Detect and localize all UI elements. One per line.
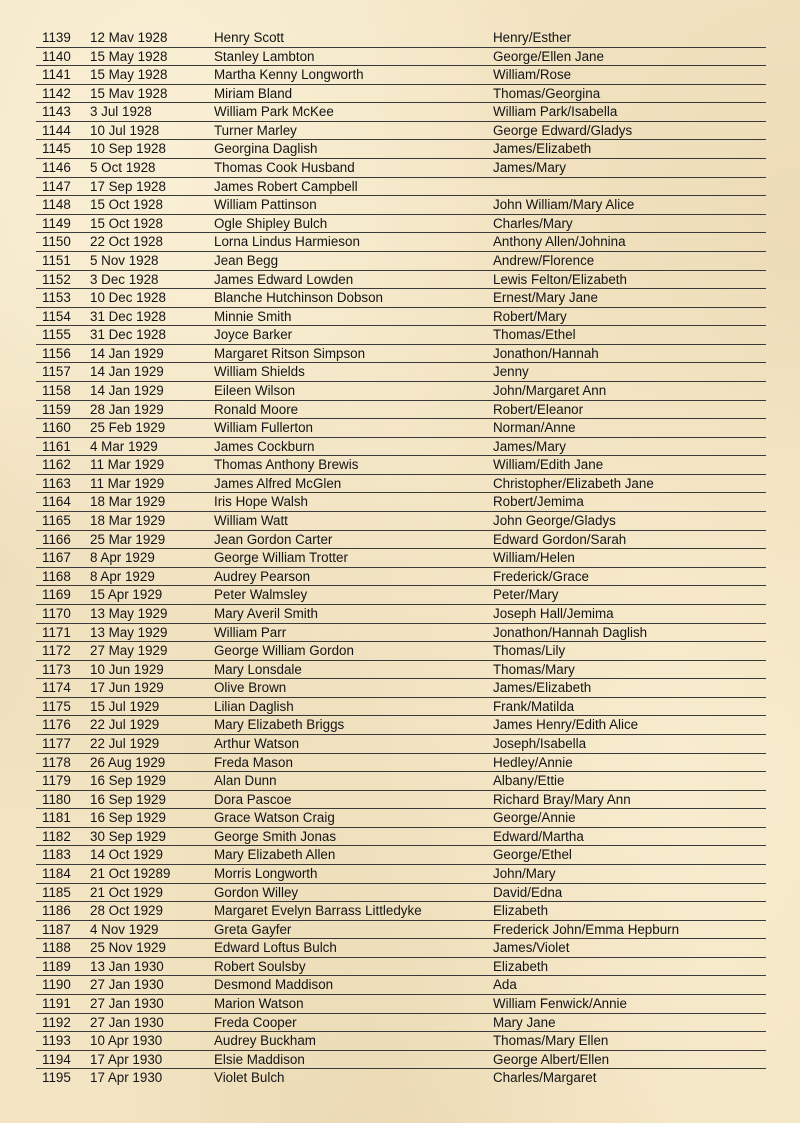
table-row — [36, 939, 766, 958]
entry-number: 1152 — [42, 271, 71, 287]
table-row — [36, 456, 766, 475]
entry-parents: Robert/Mary — [493, 308, 567, 324]
entry-number: 1162 — [42, 457, 71, 473]
entry-name: James Edward Lowden — [214, 271, 354, 287]
entry-parents: John/Mary — [493, 866, 556, 882]
entry-date: 15 Jul 1929 — [90, 698, 160, 714]
entry-parents: Thomas/Lily — [493, 643, 566, 659]
table-row — [36, 382, 766, 401]
entry-parents: Edward Gordon/Sarah — [493, 531, 627, 547]
entry-date: 31 Dec 1928 — [90, 308, 166, 324]
table-row — [36, 493, 766, 512]
entry-parents: Elizabeth — [493, 958, 549, 974]
entry-date: 27 Jan 1930 — [90, 977, 164, 993]
entry-date: 16 Sep 1929 — [90, 773, 166, 789]
table-row — [36, 958, 766, 977]
entry-number: 1158 — [42, 382, 71, 398]
table-row — [36, 271, 766, 290]
entry-name: Edward Loftus Bulch — [214, 940, 337, 956]
entry-name: Freda Mason — [214, 754, 293, 770]
table-row — [36, 345, 766, 364]
entry-name: Ronald Moore — [214, 401, 299, 417]
entry-name: Henry Scott — [214, 30, 284, 45]
table-row — [36, 921, 766, 940]
entry-date: 5 Oct 1928 — [90, 160, 156, 176]
entry-parents: John/Margaret Ann — [493, 382, 607, 398]
entry-name: Mary Elizabeth Briggs — [214, 717, 345, 733]
table-row — [36, 308, 766, 327]
entry-number: 1148 — [42, 197, 71, 213]
table-row — [36, 754, 766, 773]
table-row — [36, 846, 766, 865]
table-row — [36, 531, 766, 550]
entry-name: Desmond Maddison — [214, 977, 334, 993]
entry-parents: Robert/Jemima — [493, 494, 584, 510]
entry-parents: John William/Mary Alice — [493, 197, 635, 213]
entry-date: 12 Mav 1928 — [90, 30, 168, 45]
entry-date: 25 Feb 1929 — [90, 420, 166, 436]
entry-date: 8 Apr 1929 — [90, 550, 155, 566]
entry-name: Robert Soulsby — [214, 958, 306, 974]
entry-number: 1165 — [42, 513, 71, 529]
entry-number: 1180 — [42, 791, 71, 807]
entry-name: Peter Walmsley — [214, 587, 308, 603]
entry-parents: William Fenwick/Annie — [493, 996, 627, 1012]
entry-date: 8 Apr 1929 — [90, 568, 155, 584]
entry-date: 10 Dec 1928 — [90, 290, 166, 306]
entry-date: 14 Jan 1929 — [90, 382, 164, 398]
entry-date: 15 Apr 1929 — [90, 587, 163, 603]
entry-parents: Thomas/Mary — [493, 661, 575, 677]
entry-parents: Joseph/Isabella — [493, 735, 587, 751]
entry-parents: James/Mary — [493, 438, 566, 454]
entry-number: 1139 — [42, 30, 71, 45]
entry-name: James Robert Campbell — [214, 178, 358, 194]
table-row — [36, 1032, 766, 1051]
entry-date: 4 Nov 1929 — [90, 921, 159, 937]
entry-name: Thomas Cook Husband — [214, 160, 355, 176]
entry-number: 1167 — [42, 550, 71, 566]
table-row — [36, 549, 766, 568]
entry-name: William Watt — [214, 513, 288, 529]
entry-parents: George/Ellen Jane — [493, 48, 604, 64]
table-row — [36, 642, 766, 661]
table-row — [36, 66, 766, 85]
entry-date: 14 Jan 1929 — [90, 364, 164, 380]
entry-date: 27 Jan 1930 — [90, 1014, 164, 1030]
entry-number: 1181 — [42, 810, 71, 826]
entry-date: 26 Aug 1929 — [90, 754, 166, 770]
entry-parents: Elizabeth — [493, 903, 549, 919]
entry-name: Blanche Hutchinson Dobson — [214, 290, 383, 306]
table-row — [36, 791, 766, 810]
entry-name: William Shields — [214, 364, 305, 380]
entry-parents: Mary Jane — [493, 1014, 556, 1030]
table-row — [36, 252, 766, 271]
entry-date: 16 Sep 1929 — [90, 791, 166, 807]
entry-name: George William Gordon — [214, 643, 354, 659]
table-row — [36, 103, 766, 122]
entry-number: 1147 — [42, 178, 71, 194]
entry-name: Eileen Wilson — [214, 382, 296, 398]
entry-date: 17 Apr 1930 — [90, 1070, 163, 1086]
entry-date: 11 Mar 1929 — [90, 457, 165, 473]
entry-date: 13 Jan 1930 — [90, 958, 164, 974]
entry-number: 1179 — [42, 773, 71, 789]
entry-name: William Fullerton — [214, 420, 313, 436]
entry-number: 1154 — [42, 308, 71, 324]
table-row — [36, 568, 766, 587]
entry-date: 27 Jan 1930 — [90, 996, 164, 1012]
entry-number: 1153 — [42, 290, 71, 306]
entry-name: Dora Pascoe — [214, 791, 292, 807]
entry-parents: Robert/Eleanor — [493, 401, 584, 417]
table-row — [36, 401, 766, 420]
entry-date: 22 Jul 1929 — [90, 735, 160, 751]
table-row — [36, 512, 766, 531]
table-row — [36, 196, 766, 215]
entry-date: 15 Mav 1928 — [90, 85, 168, 101]
entry-number: 1155 — [42, 327, 71, 343]
entry-date: 4 Mar 1929 — [90, 438, 158, 454]
entry-name: Arthur Watson — [214, 735, 300, 751]
entry-parents: James/Mary — [493, 160, 566, 176]
entry-parents: William/Edith Jane — [493, 457, 604, 473]
entry-date: 18 Mar 1929 — [90, 513, 166, 529]
entry-date: 16 Sep 1929 — [90, 810, 166, 826]
entry-date: 22 Oct 1928 — [90, 234, 163, 250]
entry-date: 30 Sep 1929 — [90, 828, 166, 844]
entry-name: Mary Elizabeth Allen — [214, 847, 336, 863]
entry-number: 1166 — [42, 531, 71, 547]
entry-name: Iris Hope Walsh — [214, 494, 309, 510]
entry-date: 5 Nov 1928 — [90, 252, 159, 268]
entry-date: 10 Jun 1929 — [90, 661, 164, 677]
entry-date: 13 May 1929 — [90, 605, 168, 621]
entry-parents: Charles/Mary — [493, 215, 573, 231]
entry-parents: Henry/Esther — [493, 30, 572, 45]
entry-parents: Ada — [493, 977, 517, 993]
entry-date: 15 Oct 1928 — [90, 197, 163, 213]
entry-parents: James/Violet — [493, 940, 570, 956]
table-row — [36, 363, 766, 382]
entry-parents: Thomas/Mary Ellen — [493, 1033, 609, 1049]
entry-parents: James Henry/Edith Alice — [493, 717, 639, 733]
table-row — [36, 995, 766, 1014]
entry-name: Elsie Maddison — [214, 1051, 305, 1067]
table-row — [36, 438, 766, 457]
entry-parents: Frederick/Grace — [493, 568, 589, 584]
table-row — [36, 48, 766, 67]
entry-name: Thomas Anthony Brewis — [214, 457, 359, 473]
entry-date: 14 Oct 1929 — [90, 847, 163, 863]
table-row — [36, 419, 766, 438]
entry-date: 3 Dec 1928 — [90, 271, 159, 287]
entry-number: 1182 — [42, 828, 71, 844]
entry-date: 22 Jul 1929 — [90, 717, 160, 733]
entry-parents: David/Edna — [493, 884, 563, 900]
entry-parents: Edward/Martha — [493, 828, 584, 844]
entry-number: 1174 — [42, 680, 71, 696]
entry-number: 1157 — [42, 364, 71, 380]
entry-parents: George Edward/Gladys — [493, 122, 633, 138]
entry-date: 15 May 1928 — [90, 48, 168, 64]
entry-parents: Thomas/Georgina — [493, 85, 601, 101]
entry-parents: William/Rose — [493, 67, 572, 83]
entry-number: 1187 — [42, 921, 71, 937]
entry-number: 1149 — [42, 215, 71, 231]
entry-parents: Richard Bray/Mary Ann — [493, 791, 631, 807]
entry-number: 1189 — [42, 958, 71, 974]
entry-parents: William Park/Isabella — [493, 104, 618, 120]
table-row — [36, 1069, 766, 1088]
entry-number: 1169 — [42, 587, 71, 603]
entry-parents: Charles/Margaret — [493, 1070, 597, 1086]
entry-number: 1159 — [42, 401, 71, 417]
entry-number: 1144 — [42, 122, 71, 138]
entry-date: 3 Jul 1928 — [90, 104, 152, 120]
entry-number: 1177 — [42, 735, 71, 751]
table-row — [36, 586, 766, 605]
table-row — [36, 140, 766, 159]
entry-name: Mary Averil Smith — [214, 605, 318, 621]
entry-number: 1190 — [42, 977, 71, 993]
entry-name: Martha Kenny Longworth — [214, 67, 364, 83]
table-row — [36, 159, 766, 178]
entry-name: Margaret Evelyn Barrass Littledyke — [214, 903, 422, 919]
entry-number: 1176 — [42, 717, 71, 733]
entry-parents: Frederick John/Emma Hepburn — [493, 921, 680, 937]
table-row — [36, 624, 766, 643]
entry-parents: Andrew/Florence — [493, 252, 595, 268]
entry-number: 1146 — [42, 160, 71, 176]
entry-parents: Hedley/Annie — [493, 754, 573, 770]
entry-date: 15 Oct 1928 — [90, 215, 163, 231]
table-row — [36, 772, 766, 791]
entry-date: 17 Apr 1930 — [90, 1051, 163, 1067]
table-row — [36, 122, 766, 141]
entry-number: 1163 — [42, 475, 71, 491]
entry-parents: Peter/Mary — [493, 587, 559, 603]
table-row — [36, 289, 766, 308]
entry-parents: George/Ethel — [493, 847, 572, 863]
entry-date: 10 Sep 1928 — [90, 141, 166, 157]
entry-date: 11 Mar 1929 — [90, 475, 165, 491]
entry-name: Freda Cooper — [214, 1014, 297, 1030]
entry-date: 25 Mar 1929 — [90, 531, 166, 547]
entry-parents: Albany/Ettie — [493, 773, 565, 789]
table-row — [36, 661, 766, 680]
entry-number: 1184 — [42, 866, 71, 882]
entry-parents: William/Helen — [493, 550, 575, 566]
entry-name: Jean Gordon Carter — [214, 531, 333, 547]
table-row — [36, 475, 766, 494]
entry-date: 10 Apr 1930 — [90, 1033, 163, 1049]
entry-name: James Cockburn — [214, 438, 315, 454]
entry-parents: Frank/Matilda — [493, 698, 575, 714]
entry-number: 1178 — [42, 754, 71, 770]
entry-number: 1186 — [42, 903, 71, 919]
entry-number: 1192 — [42, 1014, 71, 1030]
table-row — [36, 29, 766, 48]
entry-number: 1171 — [42, 624, 71, 640]
entry-number: 1156 — [42, 345, 71, 361]
entry-parents: Jonathon/Hannah Daglish — [493, 624, 648, 640]
entry-date: 31 Dec 1928 — [90, 327, 166, 343]
table-row — [36, 85, 766, 104]
entry-parents: Joseph Hall/Jemima — [493, 605, 614, 621]
entry-number: 1151 — [42, 252, 71, 268]
entry-number: 1194 — [42, 1051, 71, 1067]
entry-date: 28 Oct 1929 — [90, 903, 163, 919]
entry-name: Lorna Lindus Harmieson — [214, 234, 360, 250]
entry-name: Violet Bulch — [214, 1070, 285, 1086]
table-row — [36, 215, 766, 234]
entry-date: 17 Jun 1929 — [90, 680, 164, 696]
entry-name: Greta Gayfer — [214, 921, 292, 937]
entry-name: Lilian Daglish — [214, 698, 294, 714]
entry-name: Alan Dunn — [214, 773, 277, 789]
table-row — [36, 735, 766, 754]
entry-number: 1193 — [42, 1033, 71, 1049]
table-row — [36, 884, 766, 903]
entry-name: Audrey Pearson — [214, 568, 311, 584]
entry-name: Gordon Willey — [214, 884, 299, 900]
entry-number: 1145 — [42, 141, 71, 157]
entry-name: Ogle Shipley Bulch — [214, 215, 328, 231]
entry-number: 1170 — [42, 605, 71, 621]
table-row — [36, 178, 766, 197]
entry-parents: Jonathon/Hannah — [493, 345, 599, 361]
entry-parents: James/Elizabeth — [493, 141, 592, 157]
entry-number: 1141 — [42, 67, 71, 83]
entry-name: Marion Watson — [214, 996, 304, 1012]
entry-date: 17 Sep 1928 — [90, 178, 166, 194]
table-row — [36, 233, 766, 252]
entry-number: 1164 — [42, 494, 71, 510]
entry-name: Audrey Buckham — [214, 1033, 316, 1049]
table-row — [36, 716, 766, 735]
entry-number: 1191 — [42, 996, 71, 1012]
entry-name: Minnie Smith — [214, 308, 292, 324]
entry-number: 1173 — [42, 661, 71, 677]
entry-name: George Smith Jonas — [214, 828, 337, 844]
entry-name: Olive Brown — [214, 680, 287, 696]
entry-name: George William Trotter — [214, 550, 348, 566]
entry-date: 27 May 1929 — [90, 643, 168, 659]
entry-name: Grace Watson Craig — [214, 810, 335, 826]
entry-parents: Ernest/Mary Jane — [493, 290, 598, 306]
entry-date: 14 Jan 1929 — [90, 345, 164, 361]
entry-name: Turner Marley — [214, 122, 297, 138]
entry-date: 10 Jul 1928 — [90, 122, 160, 138]
entry-date: 21 Oct 19289 — [90, 866, 171, 882]
entry-name: Jean Begg — [214, 252, 279, 268]
entry-date: 15 May 1928 — [90, 67, 168, 83]
table-row — [36, 698, 766, 717]
table-row — [36, 1051, 766, 1070]
entry-number: 1195 — [42, 1070, 71, 1086]
table-row — [36, 809, 766, 828]
entry-date: 25 Nov 1929 — [90, 940, 166, 956]
entry-number: 1150 — [42, 234, 71, 250]
entry-number: 1161 — [42, 438, 71, 454]
entry-parents: John George/Gladys — [493, 513, 616, 529]
entry-name: James Alfred McGlen — [214, 475, 342, 491]
entry-number: 1142 — [42, 85, 71, 101]
entry-name: William Parr — [214, 624, 287, 640]
baptism-register-table — [36, 29, 766, 1088]
entry-name: Georgina Daglish — [214, 141, 318, 157]
table-row — [36, 326, 766, 345]
entry-number: 1188 — [42, 940, 71, 956]
table-row — [36, 976, 766, 995]
entry-date: 21 Oct 1929 — [90, 884, 163, 900]
entry-number: 1143 — [42, 104, 71, 120]
entry-parents: Anthony Allen/Johnina — [493, 234, 626, 250]
entry-name: Miriam Bland — [214, 85, 293, 101]
entry-number: 1185 — [42, 884, 71, 900]
entry-parents: Jenny — [493, 364, 529, 380]
entry-number: 1183 — [42, 847, 71, 863]
entry-parents: Thomas/Ethel — [493, 327, 576, 343]
entry-parents: Christopher/Elizabeth Jane — [493, 475, 654, 491]
entry-parents: George Albert/Ellen — [493, 1051, 610, 1067]
entry-parents: Lewis Felton/Elizabeth — [493, 271, 627, 287]
entry-number: 1140 — [42, 48, 71, 64]
table-row — [36, 679, 766, 698]
entry-name: Margaret Ritson Simpson — [214, 345, 366, 361]
entry-parents: James/Elizabeth — [493, 680, 592, 696]
entry-name: Mary Lonsdale — [214, 661, 302, 677]
entry-date: 13 May 1929 — [90, 624, 168, 640]
table-row — [36, 1014, 766, 1033]
table-row — [36, 605, 766, 624]
entry-parents: George/Annie — [493, 810, 576, 826]
table-row — [36, 865, 766, 884]
table-row — [36, 902, 766, 921]
entry-date: 28 Jan 1929 — [90, 401, 164, 417]
entry-parents: Norman/Anne — [493, 420, 576, 436]
table-row — [36, 828, 766, 847]
entry-number: 1172 — [42, 643, 71, 659]
entry-number: 1175 — [42, 698, 71, 714]
entry-name: Joyce Barker — [214, 327, 293, 343]
entry-date: 18 Mar 1929 — [90, 494, 166, 510]
entry-name: William Park McKee — [214, 104, 334, 120]
entry-name: William Pattinson — [214, 197, 317, 213]
entry-number: 1160 — [42, 420, 71, 436]
entry-name: Stanley Lambton — [214, 48, 315, 64]
entry-name: Morris Longworth — [214, 866, 318, 882]
entry-number: 1168 — [42, 568, 71, 584]
